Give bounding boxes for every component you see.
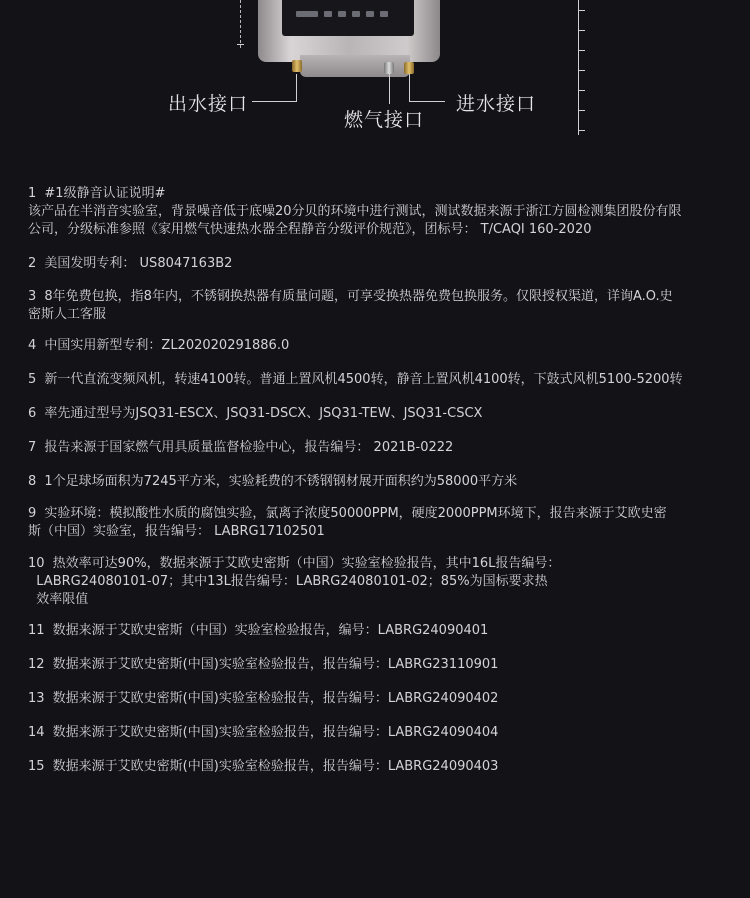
footnote-9 — [28, 505, 728, 541]
water-out-fitting — [292, 60, 302, 72]
footnote-15 — [28, 758, 728, 776]
footnote-number: 2 — [28, 256, 37, 271]
footnote-line: 2 美国发明专利： US8047163B2 — [28, 256, 233, 271]
footnote-line: 5 新一代直流变频风机，转速4100转。普通上置风机4500转，静音上置风机4100转，下鼓式风机5100-5200转 — [28, 372, 683, 387]
footnote-number: 4 — [28, 338, 37, 353]
footnote-7 — [28, 439, 728, 457]
footnote-line: 13 数据来源于艾欧史密斯(中国)实验室检验报告，报告编号：LABRG24090402 — [28, 691, 499, 706]
leader-water-in-h — [409, 101, 445, 102]
footnote-line: 斯（中国）实验室，报告编号： LABRG17102501 — [28, 524, 325, 539]
footnote-line: 效率限值 — [28, 592, 89, 607]
footnote-number: 14 — [28, 725, 45, 740]
dimension-arrow-left — [237, 44, 244, 45]
footnote-10 — [28, 555, 728, 609]
footnote-line: 10 热效率可达90%，数据来源于艾欧史密斯（中国）实验室检验报告，其中16L报告编号： — [28, 556, 561, 571]
water-in-label: 进水接口 — [456, 93, 537, 115]
footnote-line: 公司，分级标准参照《家用燃气快速热水器全程静音分级评价规范》，团标号： T/CAQI 160-2020 — [28, 222, 592, 237]
footnote-14 — [28, 724, 728, 742]
footnote-3 — [28, 288, 728, 324]
footnote-line: 7 报告来源于国家燃气用具质量监督检验中心，报告编号： 2021B-0222 — [28, 440, 454, 455]
footnote-number: 11 — [28, 623, 45, 638]
footnote-line: 该产品在半消音实验室，背景噪音低于底噪20分贝的环境中进行测试，测试数据来源于浙江方圆检测集团股份有限 — [28, 204, 682, 219]
footnote-line: 14 数据来源于艾欧史密斯(中国)实验室检验报告，报告编号：LABRG24090404 — [28, 725, 499, 740]
footnote-line: 4 中国实用新型专利：ZL202020291886.0 — [28, 338, 290, 353]
footnote-number: 10 — [28, 556, 45, 571]
dimension-line-left — [240, 0, 241, 48]
footnote-line: 1 #1级静音认证说明# — [28, 186, 166, 201]
footnote-4 — [28, 337, 728, 355]
footnote-1 — [28, 185, 728, 239]
footnote-5 — [28, 371, 728, 389]
footnote-12 — [28, 656, 728, 674]
gas-label: 燃气接口 — [344, 109, 425, 131]
footnote-line: 11 数据来源于艾欧史密斯（中国）实验室检验报告，编号：LABRG24090401 — [28, 623, 489, 638]
water-in-fitting — [404, 62, 414, 74]
water-out-label: 出水接口 — [168, 93, 249, 115]
height-dimension-ruler — [578, 0, 588, 135]
footnote-line: 12 数据来源于艾欧史密斯(中国)实验室检验报告，报告编号：LABRG23110901 — [28, 657, 499, 672]
footnote-number: 9 — [28, 506, 37, 521]
footnote-number: 6 — [28, 406, 37, 421]
footnote-8 — [28, 473, 728, 491]
leader-gas-v — [389, 74, 390, 104]
footnote-2 — [28, 255, 728, 273]
footnote-6 — [28, 405, 728, 423]
footnote-number: 13 — [28, 691, 45, 706]
display-digits — [296, 8, 400, 20]
leader-water-out-v — [296, 74, 297, 102]
footnote-number: 15 — [28, 759, 45, 774]
leader-water-out-h — [252, 101, 297, 102]
footnote-number: 1 — [28, 186, 37, 201]
footnote-number: 5 — [28, 372, 37, 387]
footnote-number: 3 — [28, 289, 37, 304]
footnote-line: 8 1个足球场面积为7245平方米，实验耗费的不锈钢钢材展开面积约为58000平方米 — [28, 474, 518, 489]
footnote-line: 15 数据来源于艾欧史密斯(中国)实验室检验报告，报告编号：LABRG24090403 — [28, 759, 499, 774]
footnote-line: 6 率先通过型号为JSQ31-ESCX、JSQ31-DSCX、JSQ31-TEW、JSQ31-CSCX — [28, 406, 483, 421]
footnote-number: 12 — [28, 657, 45, 672]
leader-water-in-v — [409, 74, 410, 102]
footnote-line: 3 8年免费包换，指8年内，不锈钢换热器有质量问题，可享受换热器免费包换服务。仅限授权渠道，详询A.O.史 — [28, 289, 673, 304]
footnote-line: 密斯人工客服 — [28, 307, 107, 322]
footnote-11 — [28, 622, 728, 640]
footnote-number: 8 — [28, 474, 37, 489]
footnote-13 — [28, 690, 728, 708]
footnote-number: 7 — [28, 440, 37, 455]
gas-fitting — [384, 62, 394, 74]
footnote-line: 9 实验环境：模拟酸性水质的腐蚀实验，氯离子浓度50000PPM，硬度2000PPM环境下，报告来源于艾欧史密 — [28, 506, 667, 521]
product-diagram — [0, 0, 750, 150]
footnote-line: LABRG24080101-07；其中13L报告编号：LABRG24080101-02；85%为国标要求热 — [28, 574, 548, 589]
